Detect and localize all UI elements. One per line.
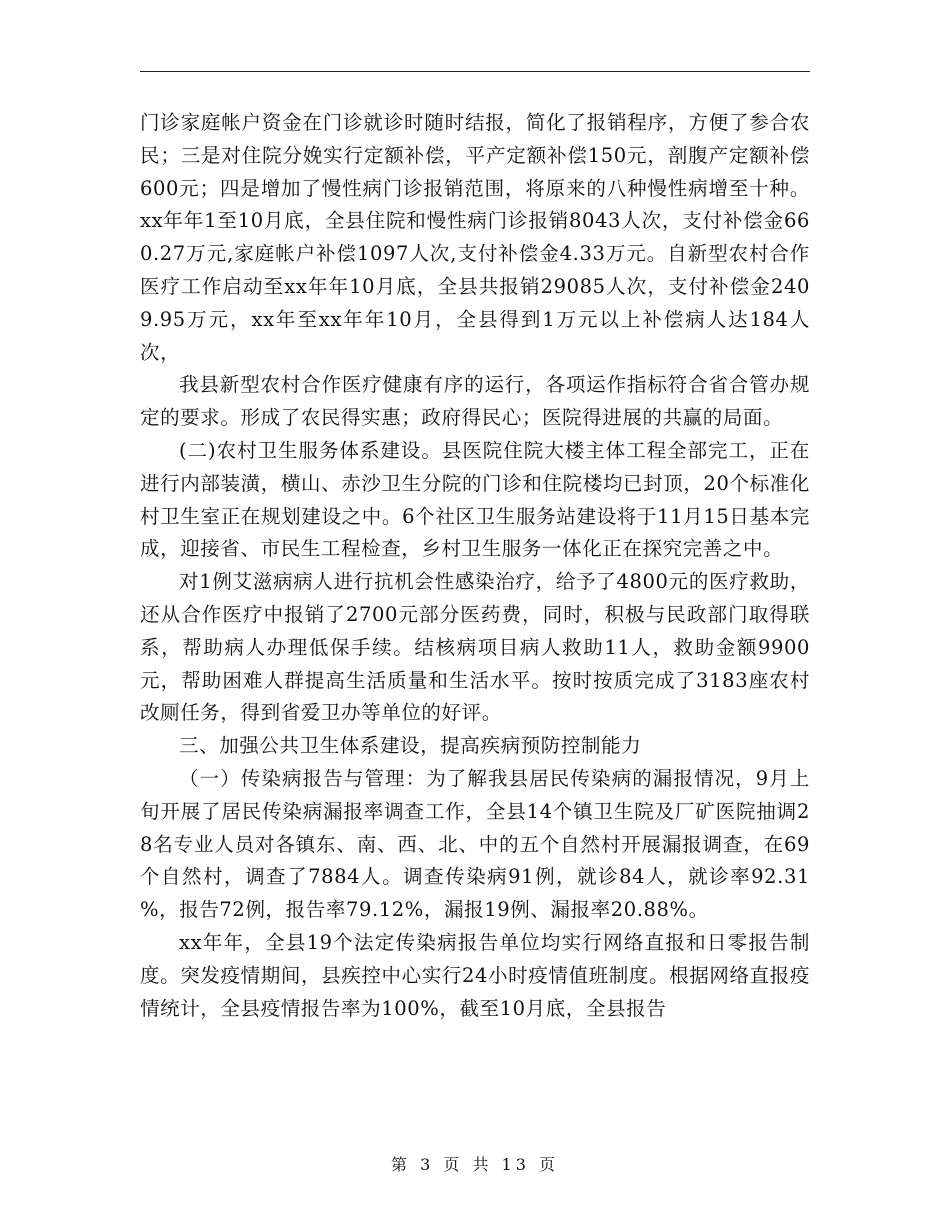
paragraph-3: (二)农村卫生服务体系建设。县医院住院大楼主体工程全部完工，正在进行内部装潢，横山、赤沙卫生分院的门诊和住院楼均已封顶，20个标准化村卫生室正在规划建设之中。6个社区卫生服务站建设将于11月15日基本完成，迎接省、市民生工程检查，乡村卫生服务一体化正在探究完善之中。 xyxy=(140,438,810,561)
section-heading: 三、加强公共卫生体系建设，提高疾病预防控制能力 xyxy=(179,734,642,758)
paragraph-4: 对1例艾滋病病人进行抗机会性感染治疗，给予了4800元的医疗救助，还从合作医疗中报销了2700元部分医药费，同时，积极与民政部门取得联系，帮助病人办理低保手续。结核病项目病人救助11人，救助金额9900元，帮助困难人群提高生活质量和生活水平。按时按质完成了3183座农村改厕任务，得到省爱卫办等单位的好评。 xyxy=(140,570,810,725)
paragraph-1: 门诊家庭帐户资金在门诊就诊时随时结报，简化了报销程序，方便了参合农民；三是对住院分娩实行定额补偿，平产定额补偿150元，剖腹产定额补偿600元；四是增加了慢性病门诊报销范围，将原来的八种慢性病增至十种。 xx年年1至10月底，全县住院和慢性病门诊报销8043人次，支付补偿金660.27万元,家庭帐户补偿1097人次,支付补偿金4.33万元。自新型农村合作医疗工作启动至xx年年10月底，全县共报销29085人次，支付补偿金2409.95万元，xx年至xx年年10月，全县得到1万元以上补偿病人达184人次， xyxy=(140,111,810,364)
header-rule xyxy=(140,71,810,72)
paragraph-2: 我县新型农村合作医疗健康有序的运行，各项运作指标符合省合管办规定的要求。形成了农民得实惠；政府得民心；医院得进展的共赢的局面。 xyxy=(140,373,810,430)
paragraph-5: （一）传染病报告与管理：为了解我县居民传染病的漏报情况，9月上旬开展了居民传染病漏报率调查工作，全县14个镇卫生院及厂矿医院抽调28名专业人员对各镇东、南、西、北、中的五个自然村开展漏报调查，在69个自然村，调查了7884人。调查传染病91例，就诊84人，就诊率92.31 %，报告72例，报告率79.12%，漏报19例、漏报率20.88%。 xyxy=(140,766,810,922)
page-footer: 第 3 页 共 13 页 xyxy=(391,1155,559,1174)
paragraph-6: xx年年，全县19个法定传染病报告单位均实行网络直报和日零报告制度。突发疫情期间，县疾控中心实行24小时疫情值班制度。根据网络直报疫情统计，全县疫情报告率为100%，截至10月底，全县报告 xyxy=(140,930,810,1020)
document-body xyxy=(140,107,810,1025)
